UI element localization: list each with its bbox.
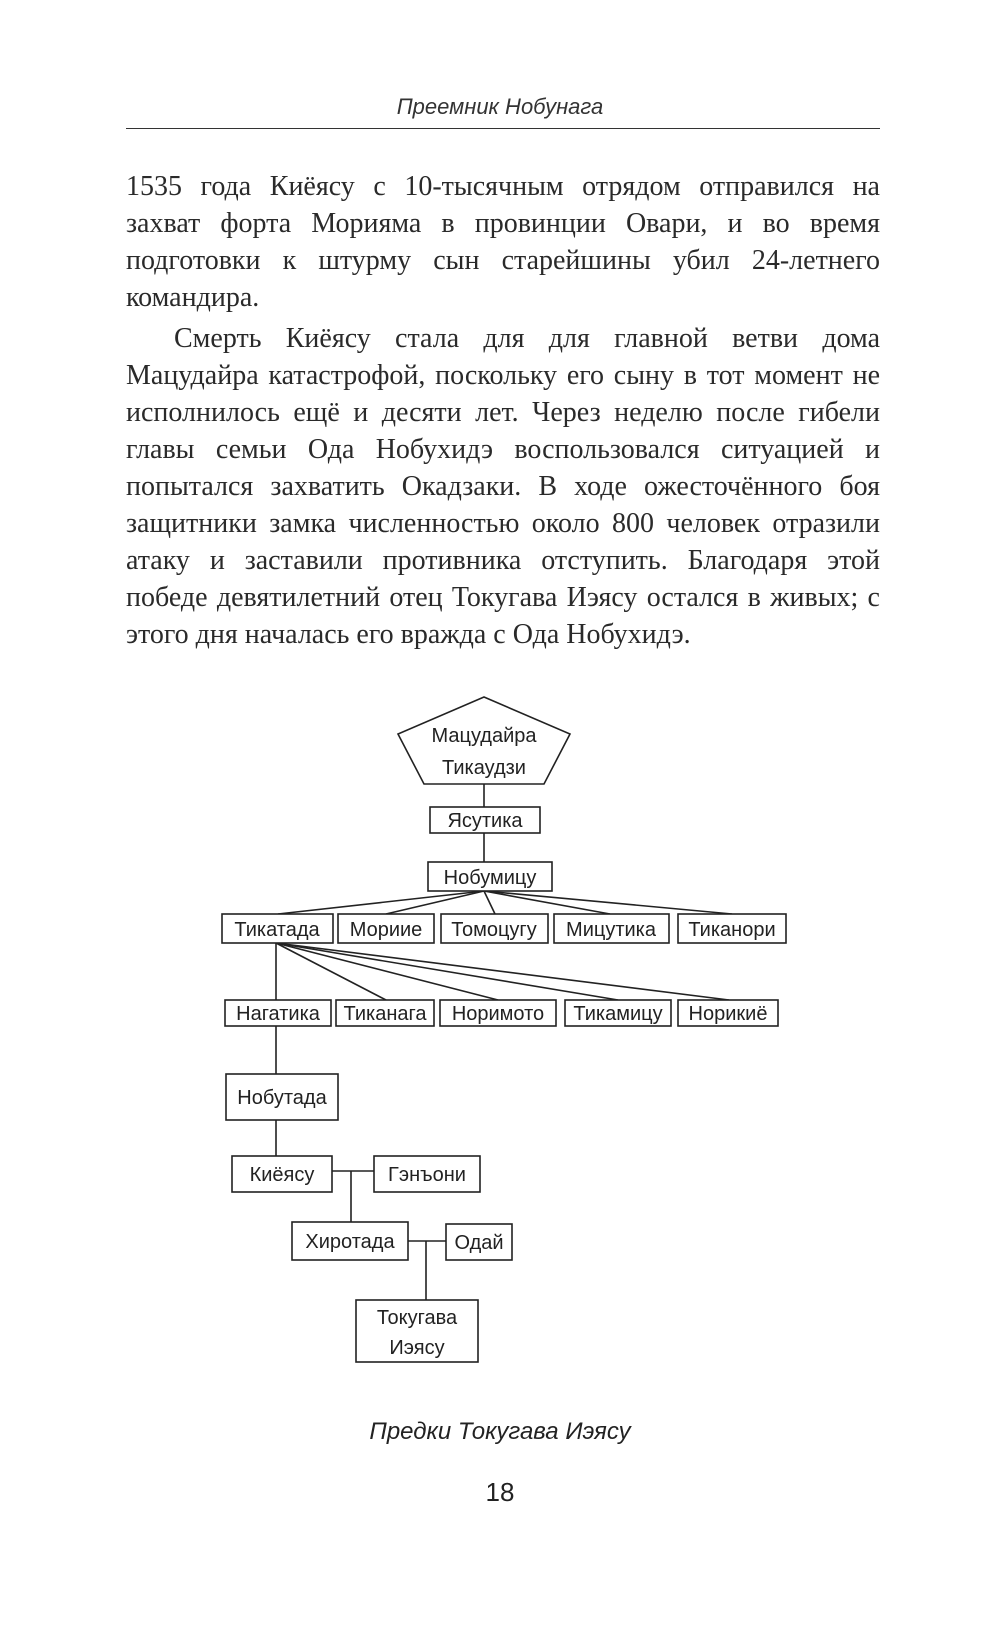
tree-node-nobumitsu: Нобумицу xyxy=(443,867,537,889)
tree-node-hirotada: Хиротада xyxy=(305,1231,395,1253)
tree-node-tikanaga: Тиканага xyxy=(343,1003,427,1025)
paragraph-2: Смерть Киёясу стала для для главной ветви дома Мацудайра катастрофой, поскольку его сыну в тот момент не исполнилось ещё и десяти лет. Через неделю после гибели главы семьи Ода Нобухидэ воспользовался ситуацией и попытался захватить Окадзаки. В ходе ожесточённого боя защитники замка численностью около 800 человек отразили атаку и заставили противника отступить. Благодаря этой победе девятилетний отец Токугава Иэясу остался в живых; с этого дня началась его вражда с Ода Нобухидэ. xyxy=(126,323,880,650)
tree-node-yasutika: Ясутика xyxy=(447,810,523,832)
tree-node-morie: Мориие xyxy=(349,919,423,941)
tree-node-kieyasu: Киёясу xyxy=(249,1164,315,1186)
tree-node-tikatada: Тикатада xyxy=(234,919,320,941)
running-header: Преемник Нобунага xyxy=(396,94,604,119)
tree-node-oday: Одай xyxy=(454,1232,504,1254)
tree-node-norimoto: Норимото xyxy=(451,1003,545,1025)
tree-node-ieyasu-line1: Токугава xyxy=(376,1307,458,1329)
tree-node-root-line2: Тикаудзи xyxy=(442,757,526,779)
tree-node-tomotsugu: Томоцугу xyxy=(451,919,537,941)
tree-node-ieyasu-line2: Иэясу xyxy=(389,1337,445,1359)
tree-node-nobutada: Нобутада xyxy=(237,1087,327,1109)
figure-caption: Предки Токугава Иэясу xyxy=(369,1418,631,1445)
tree-node-norikie: Норикиё xyxy=(688,1003,768,1025)
paragraph-1: 1535 года Киёясу с 10-тысячным отрядом отправился на захват форта Морияма в провинции Овари, и во время подготовки к штурму сын старейшины убил 24-летнего командира. xyxy=(126,171,880,313)
page-number: 18 xyxy=(485,1477,515,1507)
tree-node-genoni: Гэнъони xyxy=(388,1164,466,1186)
tree-node-tikanori: Тиканори xyxy=(688,919,776,941)
tree-node-root-line1: Мацудайра xyxy=(431,725,537,747)
tree-node-mitsutika: Мицутика xyxy=(566,919,656,941)
tree-node-tikamitsu: Тикамицу xyxy=(573,1003,663,1025)
tree-node-nagatika: Нагатика xyxy=(236,1003,320,1025)
